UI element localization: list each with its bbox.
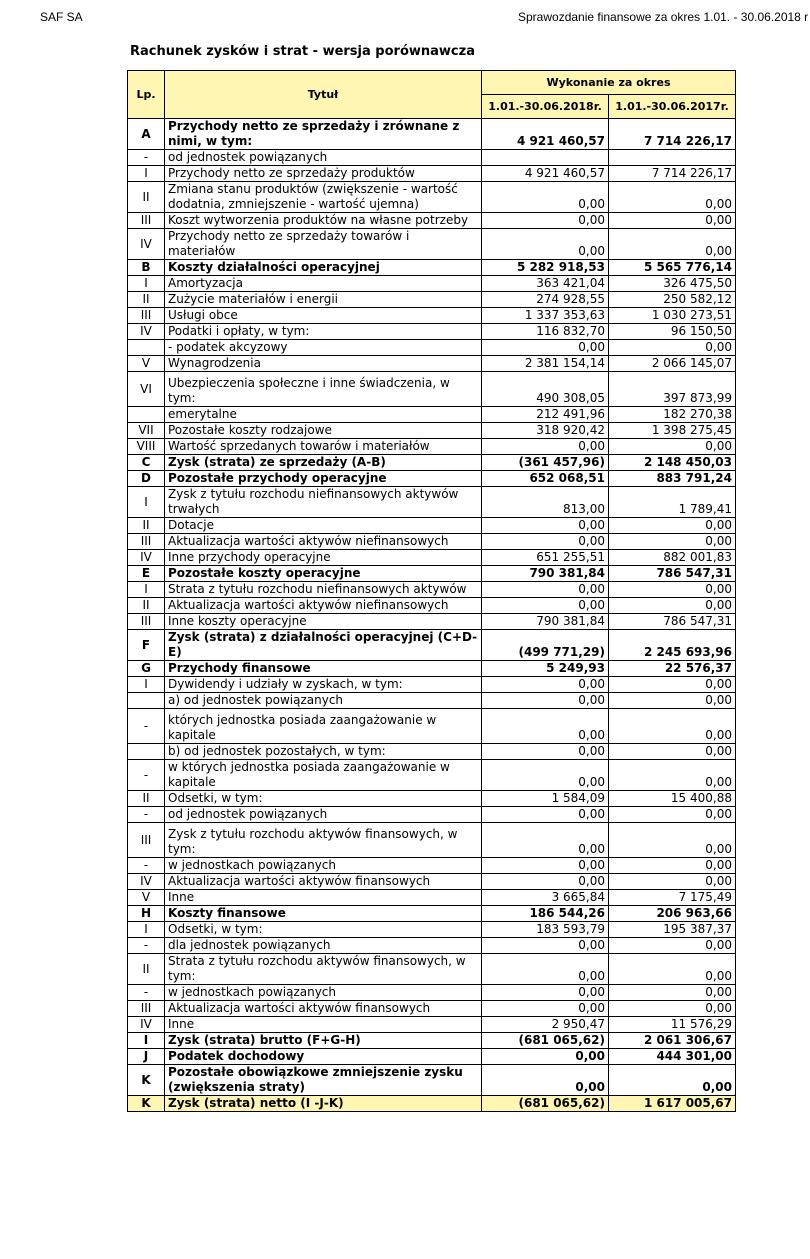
header-title: Tytuł <box>165 71 482 119</box>
value-2017: 96 150,50 <box>609 324 736 340</box>
row-lp: F <box>128 630 165 661</box>
row-lp: I <box>128 922 165 938</box>
row-title: Amortyzacja <box>165 276 482 292</box>
row-lp: G <box>128 661 165 677</box>
value-2017: 1 617 005,67 <box>609 1096 736 1112</box>
value-2017: 0,00 <box>609 229 736 260</box>
row-lp: D <box>128 471 165 487</box>
row-lp: - <box>128 150 165 166</box>
row-title: w jednostkach powiązanych <box>165 985 482 1001</box>
header-2017: 1.01.-30.06.2017r. <box>609 95 736 119</box>
table-row <box>128 1033 736 1049</box>
table-row <box>128 709 736 744</box>
row-title: Pozostałe przychody operacyjne <box>165 471 482 487</box>
table-row <box>128 858 736 874</box>
row-title: dla jednostek powiązanych <box>165 938 482 954</box>
value-2017: 0,00 <box>609 439 736 455</box>
value-2018: 490 308,05 <box>482 372 609 407</box>
value-2018: 0,00 <box>482 985 609 1001</box>
value-2018: 116 832,70 <box>482 324 609 340</box>
table-row <box>128 906 736 922</box>
value-2018: 363 421,04 <box>482 276 609 292</box>
table-row <box>128 938 736 954</box>
row-title: Aktualizacja wartości aktywów niefinansowych <box>165 534 482 550</box>
table-row <box>128 823 736 858</box>
value-2018 <box>482 150 609 166</box>
table-row <box>128 213 736 229</box>
row-title: Przychody finansowe <box>165 661 482 677</box>
value-2018: 0,00 <box>482 1065 609 1096</box>
value-2018: 813,00 <box>482 487 609 518</box>
row-lp: K <box>128 1096 165 1112</box>
value-2018: 3 665,84 <box>482 890 609 906</box>
row-title: Zużycie materiałów i energii <box>165 292 482 308</box>
statement-title: Rachunek zysków i strat - wersja porównawcza <box>130 44 475 59</box>
value-2017: 0,00 <box>609 213 736 229</box>
value-2017: 0,00 <box>609 823 736 858</box>
value-2018: 0,00 <box>482 677 609 693</box>
value-2018: 0,00 <box>482 213 609 229</box>
row-title: w których jednostka posiada zaangażowanie w kapitale <box>165 760 482 791</box>
value-2017: 0,00 <box>609 954 736 985</box>
table-row <box>128 598 736 614</box>
value-2017: 0,00 <box>609 1001 736 1017</box>
header-lp: Lp. <box>128 71 165 119</box>
row-lp: - <box>128 938 165 954</box>
row-title: od jednostek powiązanych <box>165 807 482 823</box>
table-row <box>128 550 736 566</box>
row-title: Zysk z tytułu rozchodu aktywów finansowych, w tym: <box>165 823 482 858</box>
row-lp: V <box>128 890 165 906</box>
table-row <box>128 661 736 677</box>
value-2017: 0,00 <box>609 744 736 760</box>
row-lp: I <box>128 582 165 598</box>
value-2017: 7 714 226,17 <box>609 119 736 150</box>
row-title: - podatek akcyzowy <box>165 340 482 356</box>
table-row <box>128 276 736 292</box>
value-2018: 0,00 <box>482 182 609 213</box>
value-2018: 0,00 <box>482 807 609 823</box>
row-title: Inne <box>165 1017 482 1033</box>
table-row <box>128 407 736 423</box>
value-2017: 0,00 <box>609 693 736 709</box>
row-lp: III <box>128 534 165 550</box>
value-2017: 444 301,00 <box>609 1049 736 1065</box>
row-lp: III <box>128 823 165 858</box>
value-2017: 15 400,88 <box>609 791 736 807</box>
row-lp: I <box>128 166 165 182</box>
row-lp <box>128 340 165 356</box>
value-2018: 0,00 <box>482 582 609 598</box>
table-row <box>128 566 736 582</box>
row-lp: IV <box>128 229 165 260</box>
row-title: od jednostek powiązanych <box>165 150 482 166</box>
value-2018: (499 771,29) <box>482 630 609 661</box>
value-2017: 882 001,83 <box>609 550 736 566</box>
value-2017: 0,00 <box>609 874 736 890</box>
row-lp: II <box>128 954 165 985</box>
value-2018: 5 282 918,53 <box>482 260 609 276</box>
row-title: Podatek dochodowy <box>165 1049 482 1065</box>
value-2018: 5 249,93 <box>482 661 609 677</box>
value-2018: 186 544,26 <box>482 906 609 922</box>
value-2017: 5 565 776,14 <box>609 260 736 276</box>
value-2018: 0,00 <box>482 954 609 985</box>
table-row <box>128 693 736 709</box>
table-row <box>128 356 736 372</box>
value-2018: 2 950,47 <box>482 1017 609 1033</box>
row-lp: VIII <box>128 439 165 455</box>
table-row <box>128 166 736 182</box>
value-2018: 1 584,09 <box>482 791 609 807</box>
row-title: Aktualizacja wartości aktywów finansowych <box>165 874 482 890</box>
value-2017: 0,00 <box>609 182 736 213</box>
row-title: Koszty działalności operacyjnej <box>165 260 482 276</box>
row-lp: I <box>128 276 165 292</box>
value-2017: 195 387,37 <box>609 922 736 938</box>
row-title: Strata z tytułu rozchodu aktywów finansowych, w tym: <box>165 954 482 985</box>
value-2017: 0,00 <box>609 985 736 1001</box>
value-2018: 0,00 <box>482 518 609 534</box>
value-2017: 2 148 450,03 <box>609 455 736 471</box>
row-lp: II <box>128 791 165 807</box>
row-lp: I <box>128 487 165 518</box>
row-title: Strata z tytułu rozchodu niefinansowych aktywów <box>165 582 482 598</box>
value-2018: (681 065,62) <box>482 1096 609 1112</box>
value-2017: 0,00 <box>609 807 736 823</box>
table-row <box>128 791 736 807</box>
row-title: Ubezpieczenia społeczne i inne świadczenia, w tym: <box>165 372 482 407</box>
row-title: Zysk (strata) brutto (F+G-H) <box>165 1033 482 1049</box>
value-2017: 0,00 <box>609 677 736 693</box>
value-2018: 183 593,79 <box>482 922 609 938</box>
value-2018: 0,00 <box>482 823 609 858</box>
value-2017: 326 475,50 <box>609 276 736 292</box>
row-lp <box>128 744 165 760</box>
value-2017: 182 270,38 <box>609 407 736 423</box>
value-2017: 0,00 <box>609 582 736 598</box>
row-lp: - <box>128 760 165 791</box>
row-title: Usługi obce <box>165 308 482 324</box>
table-row <box>128 439 736 455</box>
row-title: emerytalne <box>165 407 482 423</box>
row-lp: III <box>128 1001 165 1017</box>
row-title: Koszty finansowe <box>165 906 482 922</box>
value-2017: 0,00 <box>609 1065 736 1096</box>
value-2018: 790 381,84 <box>482 614 609 630</box>
value-2018: 318 920,42 <box>482 423 609 439</box>
value-2018: 0,00 <box>482 534 609 550</box>
row-lp: B <box>128 260 165 276</box>
row-lp: I <box>128 1033 165 1049</box>
table-row <box>128 182 736 213</box>
value-2017: 0,00 <box>609 518 736 534</box>
row-title: Wartość sprzedanych towarów i materiałów <box>165 439 482 455</box>
table-row <box>128 677 736 693</box>
value-2018: 0,00 <box>482 760 609 791</box>
row-title: Inne koszty operacyjne <box>165 614 482 630</box>
table-row <box>128 534 736 550</box>
table-row <box>128 922 736 938</box>
table-row <box>128 985 736 1001</box>
table-row <box>128 890 736 906</box>
value-2018: 4 921 460,57 <box>482 166 609 182</box>
table-row <box>128 1096 736 1112</box>
row-title: Dotacje <box>165 518 482 534</box>
row-title: Przychody netto ze sprzedaży produktów <box>165 166 482 182</box>
table-row <box>128 340 736 356</box>
row-lp: - <box>128 709 165 744</box>
value-2018: 651 255,51 <box>482 550 609 566</box>
row-lp: IV <box>128 874 165 890</box>
value-2017: 883 791,24 <box>609 471 736 487</box>
table-row <box>128 292 736 308</box>
value-2018: 212 491,96 <box>482 407 609 423</box>
value-2017: 1 789,41 <box>609 487 736 518</box>
row-title: Przychody netto ze sprzedaży i zrównane z nimi, w tym: <box>165 119 482 150</box>
table-row <box>128 119 736 150</box>
value-2017: 2 066 145,07 <box>609 356 736 372</box>
row-lp: - <box>128 807 165 823</box>
value-2018: 274 928,55 <box>482 292 609 308</box>
value-2017 <box>609 150 736 166</box>
row-title: Koszt wytworzenia produktów na własne potrzeby <box>165 213 482 229</box>
row-lp: II <box>128 182 165 213</box>
row-title: Zysk (strata) z działalności operacyjnej (C+D-E) <box>165 630 482 661</box>
row-lp: A <box>128 119 165 150</box>
table-row <box>128 487 736 518</box>
row-lp: II <box>128 292 165 308</box>
row-title: Inne przychody operacyjne <box>165 550 482 566</box>
table-row <box>128 807 736 823</box>
income-statement-table <box>127 70 736 1112</box>
row-lp: V <box>128 356 165 372</box>
row-lp: VI <box>128 372 165 407</box>
value-2018: 652 068,51 <box>482 471 609 487</box>
row-lp: - <box>128 858 165 874</box>
row-lp: II <box>128 598 165 614</box>
value-2018: (361 457,96) <box>482 455 609 471</box>
value-2017: 0,00 <box>609 340 736 356</box>
value-2017: 7 175,49 <box>609 890 736 906</box>
value-2018: 2 381 154,14 <box>482 356 609 372</box>
value-2017: 11 576,29 <box>609 1017 736 1033</box>
row-title: b) od jednostek pozostałych, w tym: <box>165 744 482 760</box>
value-2018: 0,00 <box>482 439 609 455</box>
table-row <box>128 308 736 324</box>
row-title: Dywidendy i udziały w zyskach, w tym: <box>165 677 482 693</box>
row-lp: J <box>128 1049 165 1065</box>
row-lp: I <box>128 677 165 693</box>
table-row <box>128 324 736 340</box>
row-title: Zysk z tytułu rozchodu niefinansowych aktywów trwałych <box>165 487 482 518</box>
row-lp: H <box>128 906 165 922</box>
value-2017: 2 061 306,67 <box>609 1033 736 1049</box>
row-title: w jednostkach powiązanych <box>165 858 482 874</box>
row-title: a) od jednostek powiązanych <box>165 693 482 709</box>
row-lp <box>128 407 165 423</box>
table-row <box>128 1065 736 1096</box>
value-2017: 2 245 693,96 <box>609 630 736 661</box>
value-2017: 0,00 <box>609 858 736 874</box>
row-title: Pozostałe obowiązkowe zmniejszenie zysku (zwiększenia straty) <box>165 1065 482 1096</box>
row-lp: E <box>128 566 165 582</box>
table-row <box>128 423 736 439</box>
row-title: Zysk (strata) ze sprzedaży (A-B) <box>165 455 482 471</box>
row-lp: K <box>128 1065 165 1096</box>
value-2018: (681 065,62) <box>482 1033 609 1049</box>
row-lp <box>128 693 165 709</box>
row-title: Odsetki, w tym: <box>165 791 482 807</box>
table-row <box>128 471 736 487</box>
row-lp: III <box>128 614 165 630</box>
value-2018: 0,00 <box>482 693 609 709</box>
value-2017: 786 547,31 <box>609 614 736 630</box>
value-2018: 0,00 <box>482 598 609 614</box>
value-2017: 22 576,37 <box>609 661 736 677</box>
table-row <box>128 614 736 630</box>
value-2018: 0,00 <box>482 709 609 744</box>
value-2017: 1 030 273,51 <box>609 308 736 324</box>
value-2017: 1 398 275,45 <box>609 423 736 439</box>
row-title: Odsetki, w tym: <box>165 922 482 938</box>
value-2018: 790 381,84 <box>482 566 609 582</box>
row-title: Wynagrodzenia <box>165 356 482 372</box>
value-2017: 0,00 <box>609 534 736 550</box>
company-name: SAF SA <box>40 10 83 24</box>
row-title: których jednostka posiada zaangażowanie w kapitale <box>165 709 482 744</box>
table-row <box>128 954 736 985</box>
row-lp: II <box>128 518 165 534</box>
value-2017: 0,00 <box>609 760 736 791</box>
row-title: Zysk (strata) netto (I -J-K) <box>165 1096 482 1112</box>
row-lp: - <box>128 985 165 1001</box>
value-2018: 1 337 353,63 <box>482 308 609 324</box>
value-2018: 0,00 <box>482 744 609 760</box>
row-lp: III <box>128 308 165 324</box>
row-lp: IV <box>128 324 165 340</box>
row-lp: III <box>128 213 165 229</box>
row-title: Przychody netto ze sprzedaży towarów i materiałów <box>165 229 482 260</box>
table-row <box>128 229 736 260</box>
row-lp: VII <box>128 423 165 439</box>
row-title: Aktualizacja wartości aktywów niefinansowych <box>165 598 482 614</box>
value-2017: 0,00 <box>609 598 736 614</box>
value-2017: 7 714 226,17 <box>609 166 736 182</box>
header-period-group: Wykonanie za okres <box>482 71 736 95</box>
header-2018: 1.01.-30.06.2018r. <box>482 95 609 119</box>
table-body <box>128 119 736 1112</box>
value-2017: 397 873,99 <box>609 372 736 407</box>
table-row <box>128 150 736 166</box>
value-2018: 0,00 <box>482 1049 609 1065</box>
value-2018: 0,00 <box>482 874 609 890</box>
row-title: Zmiana stanu produktów (zwiększenie - wartość dodatnia, zmniejszenie - wartość ujemna) <box>165 182 482 213</box>
value-2018: 0,00 <box>482 340 609 356</box>
value-2017: 0,00 <box>609 938 736 954</box>
row-title: Inne <box>165 890 482 906</box>
table-row <box>128 582 736 598</box>
value-2018: 0,00 <box>482 858 609 874</box>
value-2017: 786 547,31 <box>609 566 736 582</box>
table-row <box>128 455 736 471</box>
report-period: Sprawozdanie finansowe za okres 1.01. - 30.06.2018 r <box>518 10 809 24</box>
table-row <box>128 874 736 890</box>
value-2018: 0,00 <box>482 229 609 260</box>
value-2017: 250 582,12 <box>609 292 736 308</box>
value-2018: 4 921 460,57 <box>482 119 609 150</box>
row-lp: IV <box>128 1017 165 1033</box>
value-2017: 206 963,66 <box>609 906 736 922</box>
value-2018: 0,00 <box>482 938 609 954</box>
row-title: Pozostałe koszty rodzajowe <box>165 423 482 439</box>
table-row <box>128 372 736 407</box>
table-row <box>128 1001 736 1017</box>
row-title: Aktualizacja wartości aktywów finansowych <box>165 1001 482 1017</box>
row-title: Pozostałe koszty operacyjne <box>165 566 482 582</box>
row-lp: IV <box>128 550 165 566</box>
table-row <box>128 1049 736 1065</box>
table-row <box>128 260 736 276</box>
table-row <box>128 744 736 760</box>
table-row <box>128 760 736 791</box>
table-row <box>128 630 736 661</box>
value-2018: 0,00 <box>482 1001 609 1017</box>
row-lp: C <box>128 455 165 471</box>
table-row <box>128 518 736 534</box>
row-title: Podatki i opłaty, w tym: <box>165 324 482 340</box>
value-2017: 0,00 <box>609 709 736 744</box>
table-row <box>128 1017 736 1033</box>
